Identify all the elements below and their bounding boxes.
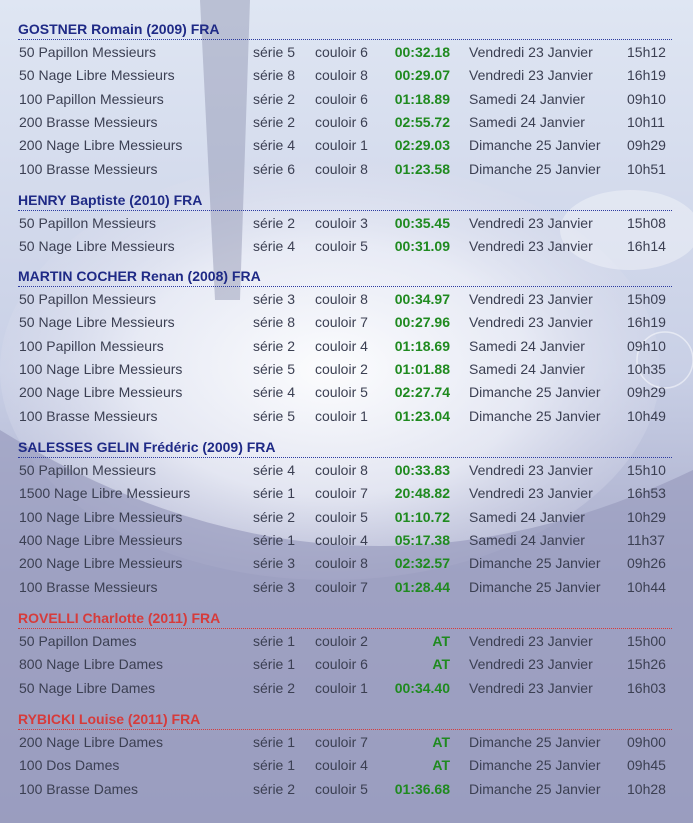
event-name: 200 Nage Libre Messieurs	[19, 137, 183, 154]
race-day: Dimanche 25 Janvier	[469, 555, 601, 572]
event-name: 200 Nage Libre Messieurs	[19, 384, 183, 401]
race-hour: 15h00	[627, 633, 666, 649]
serie-number: série 2	[253, 215, 296, 231]
race-row	[18, 506, 672, 528]
race-time: 02:29.03	[394, 137, 450, 154]
event-name: 100 Nage Libre Messieurs	[19, 360, 183, 377]
race-row	[18, 731, 672, 753]
serie-number: série 8	[253, 314, 296, 331]
serie-number: série 2	[253, 337, 296, 354]
race-day: Vendredi 23 Janvier	[469, 314, 593, 331]
race-time: AT	[432, 734, 450, 750]
race-day: Samedi 24 Janvier	[469, 337, 585, 354]
race-time: 05:17.38	[394, 531, 450, 548]
event-name: 50 Nage Libre Messieurs	[19, 314, 175, 331]
race-row	[18, 134, 672, 156]
race-day: Dimanche 25 Janvier	[469, 734, 601, 750]
event-name: 100 Brasse Messieurs	[19, 407, 158, 424]
race-time: 01:28.44	[394, 578, 450, 595]
race-hour: 11h37	[627, 531, 665, 548]
lane-number: couloir 1	[315, 137, 368, 154]
race-time: 01:10.72	[394, 508, 450, 525]
race-hour: 16h19	[627, 314, 666, 331]
race-time: 00:27.96	[394, 314, 450, 331]
event-name: 200 Nage Libre Dames	[19, 734, 163, 750]
race-row	[18, 459, 672, 481]
race-hour: 09h26	[627, 555, 666, 572]
serie-number: série 8	[253, 67, 296, 84]
lane-number: couloir 3	[315, 215, 368, 231]
race-day: Vendredi 23 Janvier	[469, 656, 593, 673]
race-row	[18, 335, 672, 357]
race-hour: 10h11	[627, 113, 665, 130]
race-row	[18, 482, 672, 504]
race-row	[18, 288, 672, 310]
lane-number: couloir 2	[315, 360, 368, 377]
race-day: Vendredi 23 Janvier	[469, 485, 593, 502]
section-divider	[18, 210, 672, 211]
swimmer-name: MARTIN COCHER Renan (2008) FRA	[18, 268, 261, 284]
lane-number: couloir 2	[315, 633, 368, 649]
lane-number: couloir 8	[315, 555, 368, 572]
event-name: 50 Nage Libre Messieurs	[19, 238, 175, 255]
race-row	[18, 311, 672, 333]
race-day: Samedi 24 Janvier	[469, 113, 585, 130]
lane-number: couloir 8	[315, 291, 368, 307]
serie-number: série 4	[253, 462, 296, 478]
section-divider	[18, 729, 672, 730]
race-time: 01:23.58	[394, 160, 450, 177]
event-name: 100 Brasse Messieurs	[19, 578, 158, 595]
race-hour: 16h03	[627, 679, 666, 696]
event-name: 50 Papillon Messieurs	[19, 44, 156, 60]
race-hour: 10h49	[627, 407, 666, 424]
serie-number: série 6	[253, 160, 296, 177]
serie-number: série 4	[253, 384, 296, 401]
serie-number: série 2	[253, 113, 296, 130]
event-name: 200 Nage Libre Messieurs	[19, 555, 183, 572]
race-day: Samedi 24 Janvier	[469, 531, 585, 548]
swimmer-name: HENRY Baptiste (2010) FRA	[18, 192, 203, 208]
section-divider	[18, 457, 672, 458]
race-time: 20:48.82	[394, 485, 450, 502]
swimmer-name: RYBICKI Louise (2011) FRA	[18, 711, 201, 727]
race-day: Dimanche 25 Janvier	[469, 160, 601, 177]
lane-number: couloir 7	[315, 578, 368, 595]
serie-number: série 4	[253, 137, 296, 154]
race-row	[18, 653, 672, 675]
race-day: Dimanche 25 Janvier	[469, 137, 601, 154]
race-day: Dimanche 25 Janvier	[469, 757, 601, 774]
race-row	[18, 158, 672, 180]
race-time: 01:18.89	[394, 90, 450, 107]
lane-number: couloir 7	[315, 734, 368, 750]
race-day: Vendredi 23 Janvier	[469, 67, 593, 84]
event-name: 100 Dos Dames	[19, 757, 120, 774]
race-hour: 16h53	[627, 485, 666, 502]
lane-number: couloir 4	[315, 531, 368, 548]
lane-number: couloir 1	[315, 679, 368, 696]
event-name: 50 Papillon Messieurs	[19, 215, 156, 231]
race-hour: 09h29	[627, 384, 666, 401]
swimmer-name: SALESSES GELIN Frédéric (2009) FRA	[18, 439, 276, 455]
serie-number: série 1	[253, 734, 296, 750]
race-row	[18, 677, 672, 699]
race-day: Vendredi 23 Janvier	[469, 462, 593, 478]
race-day: Samedi 24 Janvier	[469, 90, 585, 107]
event-name: 100 Papillon Messieurs	[19, 90, 164, 107]
lane-number: couloir 1	[315, 407, 368, 424]
race-time: 02:32.57	[394, 555, 450, 572]
race-day: Vendredi 23 Janvier	[469, 44, 593, 60]
race-time: 01:18.69	[394, 337, 450, 354]
section-divider	[18, 39, 672, 40]
race-time: 00:31.09	[394, 238, 450, 255]
lane-number: couloir 6	[315, 90, 368, 107]
lane-number: couloir 6	[315, 44, 368, 60]
serie-number: série 4	[253, 238, 296, 255]
serie-number: série 1	[253, 757, 296, 774]
race-time: 00:33.83	[394, 462, 450, 478]
race-day: Samedi 24 Janvier	[469, 508, 585, 525]
race-day: Samedi 24 Janvier	[469, 360, 585, 377]
section-divider	[18, 628, 672, 629]
race-row	[18, 754, 672, 776]
lane-number: couloir 7	[315, 314, 368, 331]
serie-number: série 3	[253, 555, 296, 572]
race-day: Vendredi 23 Janvier	[469, 633, 593, 649]
serie-number: série 1	[253, 633, 296, 649]
race-time: 01:01.88	[394, 360, 450, 377]
serie-number: série 2	[253, 508, 296, 525]
event-name: 100 Brasse Messieurs	[19, 160, 158, 177]
event-name: 200 Brasse Messieurs	[19, 113, 158, 130]
event-name: 100 Brasse Dames	[19, 780, 139, 797]
race-hour: 15h26	[627, 656, 666, 673]
race-row	[18, 64, 672, 86]
race-day: Dimanche 25 Janvier	[469, 407, 601, 424]
serie-number: série 3	[253, 578, 296, 595]
lane-number: couloir 4	[315, 757, 368, 774]
race-hour: 09h10	[627, 337, 666, 354]
event-name: 100 Nage Libre Messieurs	[19, 508, 183, 525]
swimmer-name: GOSTNER Romain (2009) FRA	[18, 21, 220, 37]
race-row	[18, 235, 672, 257]
lane-number: couloir 5	[315, 384, 368, 401]
serie-number: série 2	[253, 780, 296, 797]
lane-number: couloir 8	[315, 462, 368, 478]
race-hour: 16h19	[627, 67, 666, 84]
race-hour: 15h10	[627, 462, 666, 478]
race-hour: 09h00	[627, 734, 666, 750]
race-day: Dimanche 25 Janvier	[469, 780, 601, 797]
event-name: 50 Nage Libre Dames	[19, 679, 156, 696]
race-time: AT	[432, 633, 450, 649]
race-row	[18, 88, 672, 110]
race-hour: 15h09	[627, 291, 666, 307]
event-name: 50 Papillon Dames	[19, 633, 137, 649]
race-hour: 10h28	[627, 780, 666, 797]
race-hour: 10h44	[627, 578, 666, 595]
lane-number: couloir 5	[315, 780, 368, 797]
race-day: Vendredi 23 Janvier	[469, 215, 593, 231]
race-hour: 10h35	[627, 360, 666, 377]
event-name: 400 Nage Libre Messieurs	[19, 531, 183, 548]
race-time: AT	[432, 656, 450, 673]
race-time: 00:32.18	[394, 44, 450, 60]
race-hour: 16h14	[627, 238, 666, 255]
race-row	[18, 41, 672, 63]
event-name: 100 Papillon Messieurs	[19, 337, 164, 354]
race-time: 01:36.68	[394, 780, 450, 797]
race-hour: 10h51	[627, 160, 666, 177]
race-row	[18, 111, 672, 133]
race-row	[18, 576, 672, 598]
race-time: 00:29.07	[394, 67, 450, 84]
event-name: 50 Nage Libre Messieurs	[19, 67, 175, 84]
race-time: 02:55.72	[394, 113, 450, 130]
race-day: Dimanche 25 Janvier	[469, 384, 601, 401]
race-hour: 10h29	[627, 508, 666, 525]
race-row	[18, 630, 672, 652]
race-hour: 09h29	[627, 137, 666, 154]
race-day: Vendredi 23 Janvier	[469, 679, 593, 696]
race-time: 00:34.40	[394, 679, 450, 696]
race-time: 00:35.45	[394, 215, 450, 231]
lane-number: couloir 6	[315, 113, 368, 130]
race-hour: 15h08	[627, 215, 666, 231]
race-hour: 15h12	[627, 44, 666, 60]
event-name: 50 Papillon Messieurs	[19, 291, 156, 307]
serie-number: série 1	[253, 656, 296, 673]
lane-number: couloir 7	[315, 485, 368, 502]
race-time: 00:34.97	[394, 291, 450, 307]
lane-number: couloir 6	[315, 656, 368, 673]
lane-number: couloir 4	[315, 337, 368, 354]
serie-number: série 3	[253, 291, 296, 307]
event-name: 1500 Nage Libre Messieurs	[19, 485, 191, 502]
serie-number: série 5	[253, 360, 296, 377]
race-row	[18, 381, 672, 403]
swimmer-name: ROVELLI Charlotte (2011) FRA	[18, 610, 221, 626]
lane-number: couloir 5	[315, 238, 368, 255]
lane-number: couloir 8	[315, 67, 368, 84]
lane-number: couloir 8	[315, 160, 368, 177]
race-time: AT	[432, 757, 450, 774]
race-time: 02:27.74	[394, 384, 450, 401]
race-row	[18, 358, 672, 380]
race-hour: 09h45	[627, 757, 666, 774]
race-day: Vendredi 23 Janvier	[469, 291, 593, 307]
race-row	[18, 552, 672, 574]
race-time: 01:23.04	[394, 407, 450, 424]
section-divider	[18, 286, 672, 287]
event-name: 800 Nage Libre Dames	[19, 656, 163, 673]
race-row	[18, 405, 672, 427]
race-row	[18, 778, 672, 800]
race-day: Dimanche 25 Janvier	[469, 578, 601, 595]
lane-number: couloir 5	[315, 508, 368, 525]
serie-number: série 1	[253, 485, 296, 502]
race-day: Vendredi 23 Janvier	[469, 238, 593, 255]
serie-number: série 2	[253, 679, 296, 696]
serie-number: série 5	[253, 407, 296, 424]
race-row	[18, 212, 672, 234]
serie-number: série 2	[253, 90, 296, 107]
serie-number: série 5	[253, 44, 296, 60]
event-name: 50 Papillon Messieurs	[19, 462, 156, 478]
race-hour: 09h10	[627, 90, 666, 107]
race-row	[18, 529, 672, 551]
serie-number: série 1	[253, 531, 296, 548]
